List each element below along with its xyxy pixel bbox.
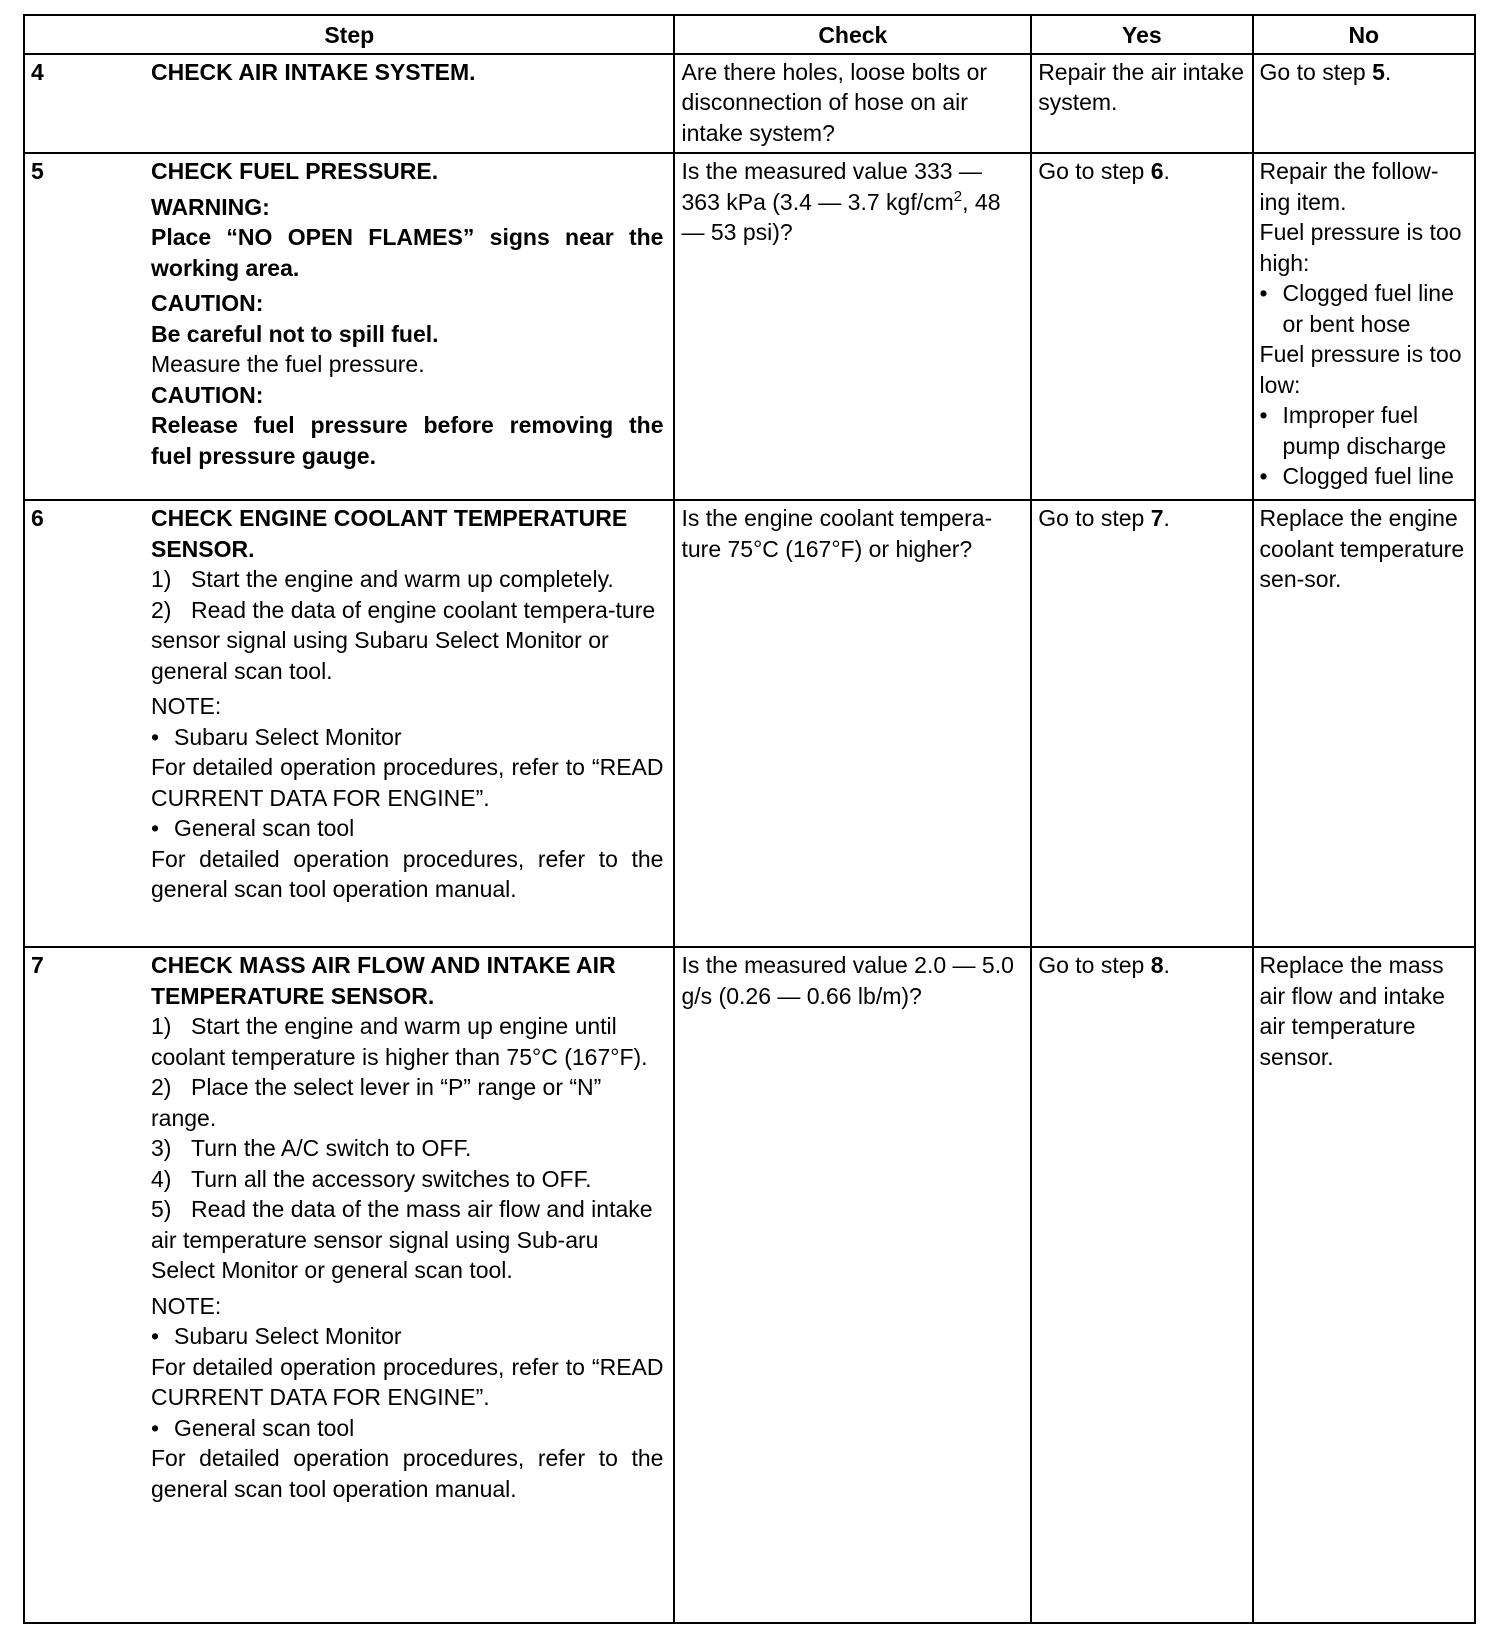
goto-step-number: 6: [1150, 158, 1164, 184]
check-text: Is the measured value 333 — 363 kPa (3.4 — 3.7 kgf/cm: [681, 158, 982, 215]
caution-text: Be careful not to spill fuel.: [151, 320, 439, 347]
bullet-icon: •: [151, 1414, 160, 1441]
procedure-step-text: Read the data of engine coolant tempera-ture sensor signal using Subaru Select Monitor or general scan tool.: [151, 596, 656, 684]
note-text: For detailed operation procedures, refer to the general scan tool operation manual.: [151, 845, 664, 902]
list-item: [151, 813, 663, 844]
bullet-icon: •: [1259, 280, 1268, 306]
check-cell: Is the measured value 2.0 — 5.0 g/s (0.26 — 0.66 lb/m)?: [674, 947, 1031, 1623]
list-item-text: Clogged fuel line: [1282, 463, 1454, 489]
bullet-icon: •: [151, 1323, 160, 1349]
procedure-step: [151, 1164, 663, 1195]
step-title: CHECK MASS AIR FLOW AND INTAKE AIR TEMPERATURE SENSOR.: [151, 952, 616, 1009]
procedure-step-number: 4): [151, 1165, 172, 1192]
check-text: , 48 — 53 psi)?: [681, 188, 1001, 245]
step-cell: [24, 500, 674, 947]
check-cell: Is the engine coolant tempera-ture 75°C (167°F) or higher?: [674, 500, 1031, 947]
note-label: NOTE:: [151, 693, 222, 719]
note-label: NOTE:: [151, 1292, 222, 1319]
yes-prefix: Go to step: [1038, 158, 1151, 184]
check-cell: [674, 153, 1031, 500]
check-cell: Are there holes, loose bolts or disconnection of hose on air intake system?: [674, 54, 1031, 154]
procedure-step: [151, 1011, 663, 1072]
yes-cell: [1031, 153, 1252, 500]
yes-cell: [1031, 947, 1252, 1623]
step-number: 5: [31, 158, 44, 184]
no-intro: Repair the follow-ing item.: [1259, 158, 1439, 215]
list-item-text: General scan tool: [174, 1414, 355, 1441]
no-cell: [1253, 54, 1475, 154]
header-no: No: [1253, 15, 1475, 54]
header-step: Step: [24, 15, 674, 54]
caution-label: CAUTION:: [151, 290, 264, 316]
procedure-step-number: 1): [151, 566, 172, 592]
no-prefix: Go to step: [1259, 58, 1373, 85]
list-item-text: Clogged fuel line or bent hose: [1282, 280, 1454, 337]
yes-prefix: Go to step: [1038, 952, 1151, 978]
step-cell: [24, 947, 674, 1623]
step-title: CHECK FUEL PRESSURE.: [151, 158, 439, 184]
bullet-icon: •: [151, 815, 160, 841]
caution-text: Release fuel pressure before removing the fuel pressure gauge.: [151, 412, 664, 469]
procedure-step-text: Start the engine and warm up engine until coolant temperature is higher than 75°C (167°F).: [151, 1013, 648, 1070]
condition-label: Fuel pressure is too high:: [1259, 219, 1462, 276]
table-row-step-6: [24, 500, 1475, 947]
no-cell: Replace the mass air flow and intake air temperature sensor.: [1253, 947, 1475, 1623]
superscript: 2: [953, 187, 963, 205]
procedure-step-text: Place the select lever in “P” range or “N” range.: [151, 1074, 602, 1131]
procedure-step-number: 3): [151, 1135, 172, 1161]
note-text: For detailed operation procedures, refer to the general scan tool operation manual.: [151, 1445, 664, 1502]
goto-step-number: 8: [1150, 952, 1164, 978]
procedure-step-text: Turn all the accessory switches to OFF.: [191, 1165, 592, 1192]
bullet-icon: •: [1259, 402, 1268, 428]
list-item-text: Subaru Select Monitor: [174, 723, 402, 750]
header-check: Check: [674, 15, 1031, 54]
procedure-step-number: 5): [151, 1196, 172, 1222]
procedure-step: [151, 564, 663, 595]
list-item: [1260, 400, 1468, 461]
procedure-step-text: Start the engine and warm up completely.: [191, 566, 614, 592]
table-row-step-7: [24, 947, 1475, 1623]
caution-label: CAUTION:: [151, 381, 264, 408]
yes-suffix: .: [1163, 505, 1170, 531]
procedure-step: [151, 1133, 663, 1164]
condition-label: Fuel pressure is too low:: [1259, 341, 1462, 398]
yes-cell: [1031, 500, 1252, 947]
yes-suffix: .: [1163, 952, 1170, 978]
list-item: [151, 1321, 663, 1352]
procedure-step-text: Turn the A/C switch to OFF.: [191, 1135, 472, 1161]
no-cell: [1253, 153, 1475, 500]
list-item: [151, 1413, 663, 1444]
yes-prefix: Go to step: [1038, 505, 1151, 531]
list-item: [1260, 278, 1468, 339]
note-text: For detailed operation procedures, refer to “READ CURRENT DATA FOR ENGINE”.: [151, 754, 664, 811]
no-cell: Replace the engine coolant temperature sen-sor.: [1253, 500, 1475, 947]
yes-cell: Repair the air intake system.: [1031, 54, 1252, 154]
procedure-step: [151, 595, 663, 687]
header-row: [24, 15, 1475, 54]
diagnostic-table: [23, 14, 1476, 1624]
procedure-step-text: Read the data of the mass air flow and intake air temperature sensor signal using Sub-aru Select Monitor or general scan tool.: [151, 1196, 653, 1283]
note-text: For detailed operation procedures, refer to “READ CURRENT DATA FOR ENGINE”.: [151, 1353, 664, 1410]
step-number: 6: [31, 505, 44, 531]
step-cell: [24, 153, 674, 500]
step-title: CHECK ENGINE COOLANT TEMPERATURE SENSOR.: [151, 505, 628, 562]
procedure-step-number: 1): [151, 1013, 172, 1039]
list-item-text: General scan tool: [174, 815, 355, 841]
instruction-text: Measure the fuel pressure.: [151, 351, 425, 377]
step-title: CHECK AIR INTAKE SYSTEM.: [151, 58, 476, 85]
step-cell: [24, 54, 674, 154]
list-item-text: Improper fuel pump discharge: [1282, 402, 1447, 459]
list-item: [151, 722, 663, 753]
yes-suffix: .: [1163, 158, 1170, 184]
header-yes: Yes: [1031, 15, 1252, 54]
procedure-step-number: 2): [151, 1074, 172, 1100]
list-item: [1260, 461, 1468, 492]
procedure-step-number: 2): [151, 596, 172, 623]
goto-step-number: 5: [1372, 58, 1385, 85]
table-row-step-4: [24, 54, 1475, 154]
table-row-step-5: [24, 153, 1475, 500]
warning-text: Place “NO OPEN FLAMES” signs near the working area.: [151, 224, 664, 281]
bullet-icon: •: [1259, 463, 1268, 489]
list-item-text: Subaru Select Monitor: [174, 1323, 402, 1349]
goto-step-number: 7: [1150, 505, 1164, 531]
no-suffix: .: [1384, 58, 1392, 85]
warning-label: WARNING:: [151, 193, 270, 220]
bullet-icon: •: [151, 723, 160, 750]
procedure-step: [151, 1072, 663, 1133]
step-number: 7: [31, 952, 44, 978]
step-number: 4: [31, 58, 44, 85]
procedure-step: [151, 1194, 663, 1286]
